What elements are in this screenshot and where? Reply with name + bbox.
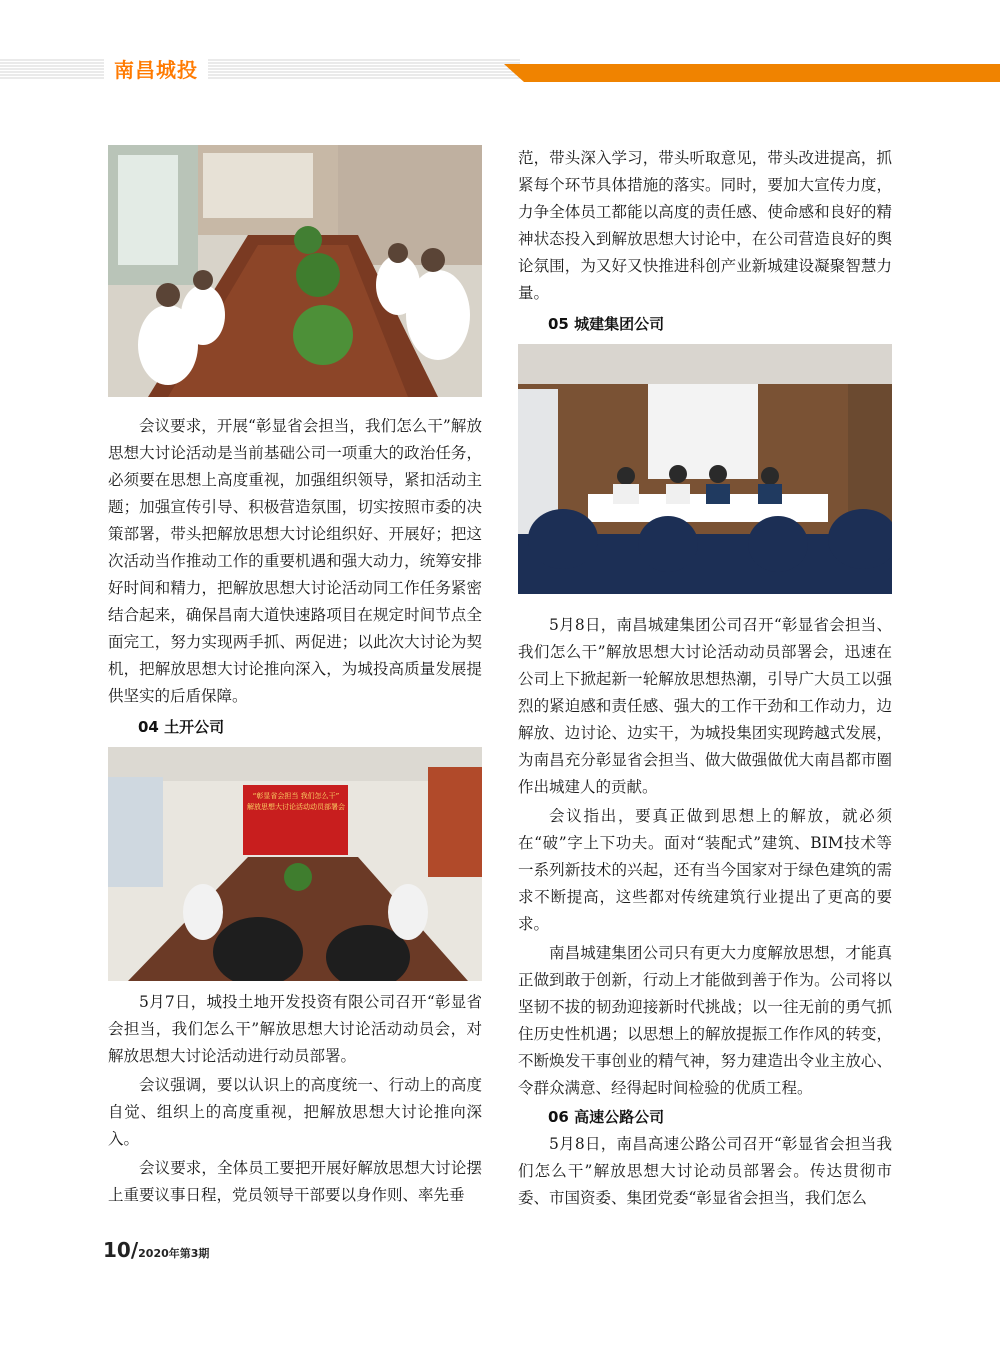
- body-paragraph: 会议要求，开展“彰显省会担当，我们怎么干”解放思想大讨论活动是当前基础公司一项重大的政治任务，必须要在思想上高度重视，加强组织领导，紧扣活动主题；加强宣传引导、积极营造氛围，切实按照市委的决策部署，带头把解放思想大讨论组织好、开展好；把这次活动当作推动工作的重要机遇和强大动力，统筹安排好时间和精力，把解放思想大讨论活动同工作任务紧密结合起来，确保昌南大道快速路项目在规定时间节点全面完工，努力实现两手抓、两促进；以此次大讨论为契机，把解放思想大讨论推向深入，为城投高质量发展提供坚实的后盾保障。: [108, 417, 482, 705]
- left-column: [108, 145, 482, 1209]
- body-paragraph: 会议要求，全体员工要把开展好解放思想大讨论摆上重要议事日程，党员领导干部要以身作则、率先垂: [108, 1159, 482, 1204]
- body-paragraph: 会议强调，要以认识上的高度统一、行动上的高度自觉、组织上的高度重视，把解放思想大讨论推向深入。: [108, 1076, 482, 1148]
- body-paragraph: 5月8日，南昌城建集团公司召开“彰显省会担当、我们怎么干”解放思想大讨论活动动员部署会，迅速在公司上下掀起新一轮解放思想热潮，引导广大员工以强烈的紧迫感和责任感、强大的工作干劲和工作动力，边解放、边讨论、边实干，为城投集团实现跨越式发展，为南昌充分彰显省会担当、做大做强做优大南昌都市圈作出城建人的贡献。: [518, 616, 892, 796]
- issue-label: 2020年第3期: [138, 1247, 210, 1260]
- body-paragraph: 5月8日，南昌高速公路公司召开“彰显省会担当我们怎么干”解放思想大讨论动员部署会。传达贯彻市委、市国资委、集团党委“彰显省会担当，我们怎么: [518, 1135, 892, 1207]
- body-paragraph: 5月7日，城投土地开发投资有限公司召开“彰显省会担当，我们怎么干”解放思想大讨论活动动员会，对解放思想大讨论活动进行动员部署。: [108, 993, 482, 1065]
- photo-banner-text: “彰显省会担当 我们怎么干” 解放思想大讨论活动动员部署会: [247, 792, 345, 811]
- page-number: 10/: [103, 1238, 139, 1262]
- meeting-photo-1: [108, 145, 482, 397]
- page-footer: [103, 1238, 209, 1262]
- section-heading-05: 05 城建集团公司: [548, 315, 665, 333]
- section-heading-04: 04 土开公司: [138, 718, 225, 736]
- meeting-photo-3: [518, 344, 892, 594]
- body-paragraph: 范，带头深入学习，带头听取意见，带头改进提高，抓紧每个环节具体措施的落实。同时，要加大宣传力度，力争全体员工都能以高度的责任感、使命感和良好的精神状态投入到解放思想大讨论中，在公司营造良好的舆论氛围，为又好又快推进科创产业新城建设凝聚智慧力量。: [518, 149, 892, 302]
- header-accent-bar: [504, 64, 1000, 82]
- meeting-photo-2: [108, 747, 482, 981]
- right-column: [518, 145, 892, 1212]
- body-paragraph: 南昌城建集团公司只有更大力度解放思想，才能真正做到敢于创新，行动上才能做到善于作为。公司将以坚韧不拔的韧劲迎接新时代挑战；以一往无前的勇气抓住历史性机遇；以思想上的解放提振工作作风的转变，不断焕发干事创业的精气神，努力建造出令业主放心、令群众满意、经得起时间检验的优质工程。: [518, 944, 892, 1097]
- brand-title: 南昌城投: [104, 58, 208, 82]
- section-heading-06: 06 高速公路公司: [548, 1108, 665, 1126]
- body-paragraph: 会议指出，要真正做到思想上的解放，就必须在“破”字上下功夫。面对“装配式”建筑、BIM技术等一系列新技术的兴起，还有当今国家对于绿色建筑的需求不断提高，这些都对传统建筑行业提出了更高的要求。: [518, 807, 892, 933]
